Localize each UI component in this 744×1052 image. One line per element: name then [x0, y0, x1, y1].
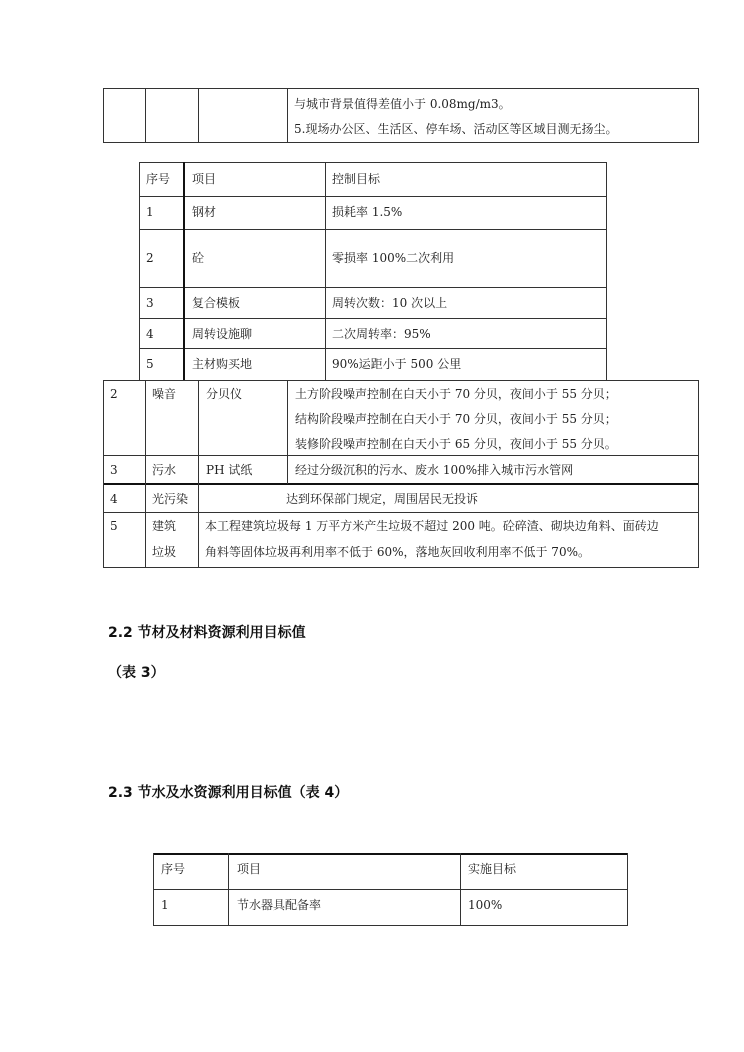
section-heading: 2.2 节材及材料资源利用目标值 [108, 625, 306, 641]
cell-target: 装修阶段噪声控制在白天小于 65 分贝，夜间小于 55 分贝。 [295, 437, 617, 451]
cell-target: 损耗率 1.5% [332, 205, 403, 219]
cell-target: 本工程建筑垃圾每 1 万平方米产生垃圾不超过 200 吨。砼碎渣、砌块边角料、面砖边 [205, 519, 659, 533]
cell-no: 4 [146, 327, 154, 341]
cell-target: 100% [468, 898, 503, 912]
cell-item: 光污染 [152, 492, 189, 506]
cell-no: 1 [146, 205, 154, 219]
cell-no: 5 [146, 357, 154, 371]
cell-target: 零损率 100%二次利用 [332, 251, 455, 265]
header-no: 序号 [161, 862, 186, 876]
cell-text: 5.现场办公区、生活区、停车场、活动区等区域目测无扬尘。 [294, 122, 618, 136]
cell-target: 土方阶段噪声控制在白天小于 70 分贝，夜间小于 55 分贝； [295, 387, 617, 401]
cell-no: 4 [110, 492, 118, 506]
cell-target: 二次周转率：95% [332, 327, 431, 341]
cell-item: 污水 [152, 463, 177, 477]
header-target: 实施目标 [468, 862, 517, 876]
header-item: 项目 [237, 862, 262, 876]
header-item: 项目 [192, 172, 217, 186]
cell-item: 主材购买地 [192, 357, 253, 371]
cell-no: 5 [110, 519, 118, 533]
cell-target: 经过分级沉积的污水、废水 100%排入城市污水管网 [295, 463, 574, 477]
section-subheading: （表 3） [108, 665, 165, 681]
cell-no: 3 [110, 463, 118, 477]
cell-item: 噪音 [152, 387, 177, 401]
cell-item: 复合模板 [192, 296, 241, 310]
section-heading: 2.3 节水及水资源利用目标值（表 4） [108, 785, 349, 801]
cell-target: 90%运距小于 500 公里 [332, 357, 462, 371]
header-no: 序号 [146, 172, 171, 186]
header-target: 控制目标 [332, 172, 381, 186]
cell-item: 节水器具配备率 [237, 898, 322, 912]
cell-no: 3 [146, 296, 154, 310]
cell-tool: PH 试纸 [206, 463, 253, 477]
cell-item: 砼 [192, 251, 205, 265]
cell-no: 1 [161, 898, 169, 912]
cell-target: 结构阶段噪声控制在白天小于 70 分贝，夜间小于 55 分贝； [295, 412, 617, 426]
cell-no: 2 [146, 251, 154, 265]
cell-item: 周转设施聊 [192, 327, 253, 341]
cell-target: 达到环保部门规定，周围居民无投诉 [286, 492, 479, 506]
cell-target: 角料等固体垃圾再利用率不低于 60%，落地灰回收利用率不低于 70%。 [205, 545, 590, 559]
cell-item: 钢材 [192, 205, 217, 219]
cell-text: 与城市背景值得差值小于 0.08mg/m3。 [294, 97, 511, 111]
cell-target: 周转次数：10 次以上 [332, 296, 448, 310]
cell-item: 垃圾 [152, 545, 177, 559]
cell-tool: 分贝仪 [206, 387, 243, 401]
cell-no: 2 [110, 387, 118, 401]
cell-item: 建筑 [152, 519, 177, 533]
